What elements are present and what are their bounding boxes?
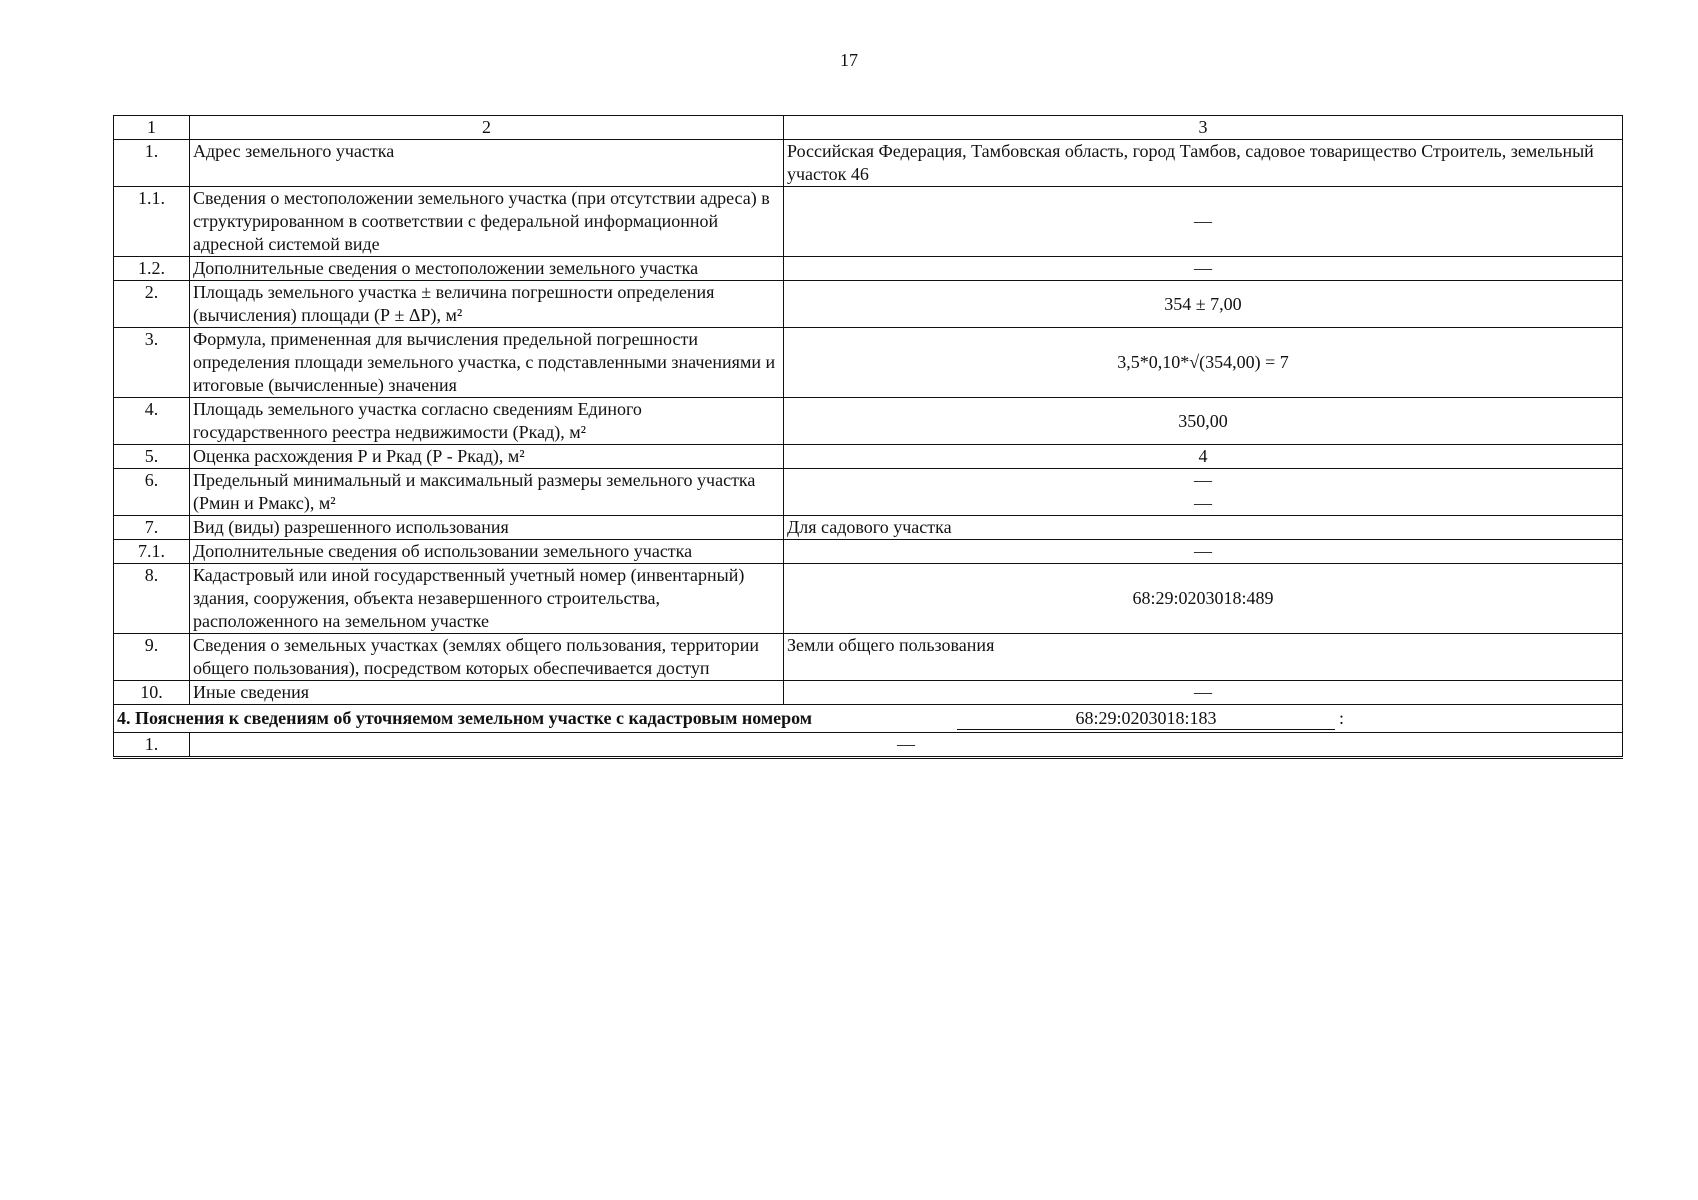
row-name: Сведения о местоположении земельного участка (при отсутствии адреса) в структурированном в соответствии с федеральной информационной адресной системой виде <box>190 187 784 257</box>
table-row <box>114 634 1623 681</box>
row-value: 350,00 <box>784 398 1623 445</box>
table-row <box>114 469 1623 516</box>
row-value: Земли общего пользования <box>784 634 1623 681</box>
section-4-header-row <box>114 705 1623 733</box>
row-number: 2. <box>114 281 190 328</box>
row-number: 5. <box>114 445 190 469</box>
row-number: 10. <box>114 681 190 705</box>
table-row <box>114 281 1623 328</box>
row-number: 7.1. <box>114 540 190 564</box>
row-number: 6. <box>114 469 190 516</box>
row-number: 8. <box>114 564 190 634</box>
row-name: Площадь земельного участка ± величина погрешности определения (вычисления) площади (Р ± ΔР), м² <box>190 281 784 328</box>
row-name: Сведения о земельных участках (землях общего пользования, территории общего пользования), посредством которых обеспечивается доступ <box>190 634 784 681</box>
row-name: Формула, примененная для вычисления предельной погрешности определения площади земельного участка, с подставленными значениями и итоговые (вычисленные) значения <box>190 328 784 398</box>
row-value: 354 ± 7,00 <box>784 281 1623 328</box>
table-row <box>114 257 1623 281</box>
table-row <box>114 328 1623 398</box>
row-name: Дополнительные сведения о местоположении земельного участка <box>190 257 784 281</box>
row-name: Предельный минимальный и максимальный размеры земельного участка (Рмин и Рмакс), м² <box>190 469 784 516</box>
row-value: 3,5*0,10*√(354,00) = 7 <box>784 328 1623 398</box>
table-header-row <box>114 116 1623 140</box>
row-number: 1. <box>114 140 190 187</box>
row-value: — <box>784 257 1623 281</box>
table-row <box>114 187 1623 257</box>
row-name: Вид (виды) разрешенного использования <box>190 516 784 540</box>
row-name: Кадастровый или иной государственный учетный номер (инвентарный) здания, сооружения, объекта незавершенного строительства, расположенного на земельном участке <box>190 564 784 634</box>
row-value: Российская Федерация, Тамбовская область, город Тамбов, садовое товарищество Строитель, земельный участок 46 <box>784 140 1623 187</box>
row-value: 68:29:0203018:489 <box>784 564 1623 634</box>
table-row <box>114 516 1623 540</box>
table-row <box>114 733 1623 758</box>
row-number: 1. <box>114 733 190 758</box>
table-row <box>114 398 1623 445</box>
table-row <box>114 540 1623 564</box>
row-value: 4 <box>784 445 1623 469</box>
row-name: Иные сведения <box>190 681 784 705</box>
section-4-header <box>114 705 1623 733</box>
section-4-colon: : <box>1339 708 1345 728</box>
header-col-2: 2 <box>190 116 784 140</box>
header-col-1: 1 <box>114 116 190 140</box>
value-max: — <box>1194 493 1212 513</box>
header-col-3: 3 <box>784 116 1623 140</box>
row-value <box>784 469 1623 516</box>
row-value: — <box>190 733 1623 758</box>
row-name: Дополнительные сведения об использовании земельного участка <box>190 540 784 564</box>
row-value: — <box>784 187 1623 257</box>
row-value: — <box>784 681 1623 705</box>
table-row <box>114 564 1623 634</box>
page-number: 17 <box>840 50 858 70</box>
row-name: Адрес земельного участка <box>190 140 784 187</box>
table-row <box>114 445 1623 469</box>
row-value: — <box>784 540 1623 564</box>
land-plot-info-table <box>113 115 1623 759</box>
value-min: — <box>1194 470 1212 490</box>
row-name: Оценка расхождения Р и Ркад (Р - Ркад), м² <box>190 445 784 469</box>
row-number: 7. <box>114 516 190 540</box>
table-row <box>114 681 1623 705</box>
row-value: Для садового участка <box>784 516 1623 540</box>
section-4-title: 4. Пояснения к сведениям об уточняемом земельном участке с кадастровым номером <box>117 708 813 728</box>
row-number: 1.2. <box>114 257 190 281</box>
row-number: 4. <box>114 398 190 445</box>
table-row <box>114 140 1623 187</box>
section-4-cadastral-number: 68:29:0203018:183 <box>957 708 1335 730</box>
row-number: 9. <box>114 634 190 681</box>
row-name: Площадь земельного участка согласно сведениям Единого государственного реестра недвижимости (Ркад), м² <box>190 398 784 445</box>
row-number: 3. <box>114 328 190 398</box>
row-number: 1.1. <box>114 187 190 257</box>
